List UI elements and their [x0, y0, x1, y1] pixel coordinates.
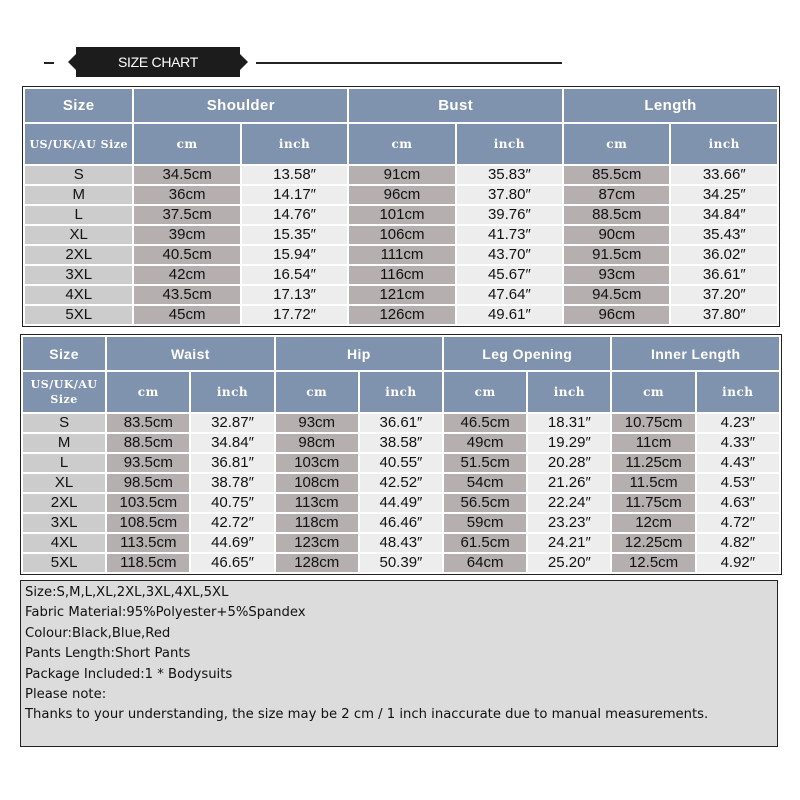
inch-value-cell: 36.61″	[671, 266, 777, 284]
unit-cm: cm	[564, 124, 669, 164]
inch-value-cell: 36.81″	[191, 454, 273, 472]
unit-cm: cm	[349, 124, 454, 164]
inch-value-cell: 4.23″	[697, 414, 779, 432]
cm-value-cell: 108cm	[276, 474, 358, 492]
cm-value-cell: 45cm	[134, 306, 239, 324]
group-header-bust: Bust	[349, 89, 562, 122]
inch-value-cell: 34.84″	[191, 434, 273, 452]
size-row	[23, 414, 779, 432]
cm-value-cell: 106cm	[349, 226, 454, 244]
size-cell: 5XL	[25, 306, 132, 324]
cm-value-cell: 88.5cm	[107, 434, 189, 452]
size-row	[25, 226, 777, 244]
note-sizes: Size:S,M,L,XL,2XL,3XL,4XL,5XL	[25, 585, 229, 600]
inch-value-cell: 4.82″	[697, 534, 779, 552]
inch-value-cell: 46.46″	[360, 514, 442, 532]
unit-inch: inch	[457, 124, 562, 164]
inch-value-cell: 39.76″	[457, 206, 562, 224]
size-row	[23, 554, 779, 572]
size-row	[23, 534, 779, 552]
inch-value-cell: 19.29″	[528, 434, 610, 452]
size-row	[23, 494, 779, 512]
size-cell: L	[23, 454, 105, 472]
cm-value-cell: 90cm	[564, 226, 669, 244]
note-fabric: Fabric Material:95%Polyester+5%Spandex	[25, 605, 306, 621]
cm-value-cell: 11.5cm	[612, 474, 694, 492]
cm-value-cell: 11.75cm	[612, 494, 694, 512]
group-header-leg-opening: Leg Opening	[444, 337, 610, 370]
size-row	[25, 186, 777, 204]
inch-value-cell: 17.72″	[242, 306, 347, 324]
cm-value-cell: 118cm	[276, 514, 358, 532]
cm-value-cell: 11.25cm	[612, 454, 694, 472]
cm-value-cell: 10.75cm	[612, 414, 694, 432]
header-row	[23, 337, 779, 370]
cm-value-cell: 93cm	[276, 414, 358, 432]
cm-value-cell: 61.5cm	[444, 534, 526, 552]
size-cell: 5XL	[23, 554, 105, 572]
unit-cm: cm	[612, 372, 694, 412]
inch-value-cell: 17.13″	[242, 286, 347, 304]
inch-value-cell: 24.21″	[528, 534, 610, 552]
inch-value-cell: 21.26″	[528, 474, 610, 492]
inch-value-cell: 35.43″	[671, 226, 777, 244]
inch-value-cell: 22.24″	[528, 494, 610, 512]
cm-value-cell: 118.5cm	[107, 554, 189, 572]
unit-cm: cm	[107, 372, 189, 412]
inch-value-cell: 15.94″	[242, 246, 347, 264]
cm-value-cell: 88.5cm	[564, 206, 669, 224]
cm-value-cell: 46.5cm	[444, 414, 526, 432]
inch-value-cell: 4.53″	[697, 474, 779, 492]
inch-value-cell: 34.84″	[671, 206, 777, 224]
note-colour: Colour:Black,Blue,Red	[25, 625, 171, 641]
inch-value-cell: 33.66″	[671, 166, 777, 184]
cm-value-cell: 12.25cm	[612, 534, 694, 552]
note-disclaimer: Thanks to your understanding, the size may be 2 cm / 1 inch inaccurate due to manual measurements.	[25, 707, 709, 723]
cm-value-cell: 56.5cm	[444, 494, 526, 512]
banner-title: SIZE CHART	[118, 54, 198, 70]
note-package: Package Included:1 * Bodysuits	[25, 666, 233, 682]
inch-value-cell: 14.76″	[242, 206, 347, 224]
region-size-label: US/UK/AU Size	[23, 372, 105, 412]
cm-value-cell: 64cm	[444, 554, 526, 572]
inch-value-cell: 25.20″	[528, 554, 610, 572]
size-header: Size	[23, 337, 105, 370]
cm-value-cell: 59cm	[444, 514, 526, 532]
inch-value-cell: 20.28″	[528, 454, 610, 472]
banner-rule	[256, 62, 562, 64]
size-cell: 2XL	[23, 494, 105, 512]
inch-value-cell: 37.80″	[671, 306, 777, 324]
inch-value-cell: 13.58″	[242, 166, 347, 184]
inch-value-cell: 46.65″	[191, 554, 273, 572]
size-table-bottom	[20, 334, 782, 575]
size-header: Size	[25, 89, 132, 122]
region-size-label: US/UK/AU Size	[25, 124, 132, 164]
cm-value-cell: 101cm	[349, 206, 454, 224]
size-cell: M	[25, 186, 132, 204]
group-header-shoulder: Shoulder	[134, 89, 347, 122]
inch-value-cell: 35.83″	[457, 166, 562, 184]
cm-value-cell: 12cm	[612, 514, 694, 532]
cm-value-cell: 96cm	[349, 186, 454, 204]
cm-value-cell: 42cm	[134, 266, 239, 284]
unit-row	[23, 372, 779, 412]
size-cell: 4XL	[23, 534, 105, 552]
size-cell: XL	[23, 474, 105, 492]
unit-inch: inch	[528, 372, 610, 412]
size-row	[25, 266, 777, 284]
inch-value-cell: 15.35″	[242, 226, 347, 244]
inch-value-cell: 50.39″	[360, 554, 442, 572]
cm-value-cell: 126cm	[349, 306, 454, 324]
inch-value-cell: 16.54″	[242, 266, 347, 284]
cm-value-cell: 96cm	[564, 306, 669, 324]
inch-value-cell: 4.33″	[697, 434, 779, 452]
cm-value-cell: 34.5cm	[134, 166, 239, 184]
cm-value-cell: 85.5cm	[564, 166, 669, 184]
cm-value-cell: 54cm	[444, 474, 526, 492]
cm-value-cell: 98cm	[276, 434, 358, 452]
unit-inch: inch	[360, 372, 442, 412]
size-cell: 3XL	[25, 266, 132, 284]
cm-value-cell: 51.5cm	[444, 454, 526, 472]
size-cell: 2XL	[25, 246, 132, 264]
inch-value-cell: 18.31″	[528, 414, 610, 432]
product-notes	[20, 580, 778, 747]
cm-value-cell: 121cm	[349, 286, 454, 304]
inch-value-cell: 14.17″	[242, 186, 347, 204]
inch-value-cell: 37.20″	[671, 286, 777, 304]
inch-value-cell: 40.55″	[360, 454, 442, 472]
unit-cm: cm	[444, 372, 526, 412]
size-table-top	[22, 86, 780, 327]
size-cell: S	[23, 414, 105, 432]
cm-value-cell: 40.5cm	[134, 246, 239, 264]
size-row	[25, 306, 777, 324]
group-header-waist: Waist	[107, 337, 273, 370]
size-chart-banner	[40, 42, 580, 82]
inch-value-cell: 47.64″	[457, 286, 562, 304]
size-row	[23, 454, 779, 472]
header-row	[25, 89, 777, 122]
inch-value-cell: 48.43″	[360, 534, 442, 552]
cm-value-cell: 103cm	[276, 454, 358, 472]
note-please-note: Please note:	[25, 686, 107, 702]
inch-value-cell: 36.61″	[360, 414, 442, 432]
inch-value-cell: 4.72″	[697, 514, 779, 532]
inch-value-cell: 38.78″	[191, 474, 273, 492]
cm-value-cell: 93cm	[564, 266, 669, 284]
size-cell: 4XL	[25, 286, 132, 304]
cm-value-cell: 111cm	[349, 246, 454, 264]
unit-inch: inch	[671, 124, 777, 164]
size-row	[23, 514, 779, 532]
cm-value-cell: 91.5cm	[564, 246, 669, 264]
group-header-inner-length: Inner Length	[612, 337, 779, 370]
inch-value-cell: 4.63″	[697, 494, 779, 512]
inch-value-cell: 32.87″	[191, 414, 273, 432]
banner-tag-right-point	[240, 54, 248, 70]
group-header-hip: Hip	[276, 337, 442, 370]
inch-value-cell: 4.43″	[697, 454, 779, 472]
cm-value-cell: 39cm	[134, 226, 239, 244]
unit-inch: inch	[242, 124, 347, 164]
inch-value-cell: 44.49″	[360, 494, 442, 512]
cm-value-cell: 11cm	[612, 434, 694, 452]
inch-value-cell: 42.72″	[191, 514, 273, 532]
cm-value-cell: 93.5cm	[107, 454, 189, 472]
size-cell: L	[25, 206, 132, 224]
inch-value-cell: 44.69″	[191, 534, 273, 552]
inch-value-cell: 43.70″	[457, 246, 562, 264]
cm-value-cell: 37.5cm	[134, 206, 239, 224]
cm-value-cell: 113cm	[276, 494, 358, 512]
size-row	[25, 166, 777, 184]
size-row	[25, 246, 777, 264]
banner-tag-left-point	[68, 54, 76, 70]
cm-value-cell: 103.5cm	[107, 494, 189, 512]
unit-inch: inch	[697, 372, 779, 412]
cm-value-cell: 98.5cm	[107, 474, 189, 492]
cm-value-cell: 108.5cm	[107, 514, 189, 532]
inch-value-cell: 34.25″	[671, 186, 777, 204]
banner-dash	[44, 62, 54, 64]
size-cell: XL	[25, 226, 132, 244]
size-cell: M	[23, 434, 105, 452]
inch-value-cell: 4.92″	[697, 554, 779, 572]
unit-inch: inch	[191, 372, 273, 412]
cm-value-cell: 87cm	[564, 186, 669, 204]
cm-value-cell: 36cm	[134, 186, 239, 204]
size-row	[25, 286, 777, 304]
unit-row	[25, 124, 777, 164]
unit-cm: cm	[276, 372, 358, 412]
banner-tag	[68, 47, 248, 77]
inch-value-cell: 37.80″	[457, 186, 562, 204]
cm-value-cell: 83.5cm	[107, 414, 189, 432]
size-row	[25, 206, 777, 224]
cm-value-cell: 123cm	[276, 534, 358, 552]
inch-value-cell: 23.23″	[528, 514, 610, 532]
size-cell: S	[25, 166, 132, 184]
inch-value-cell: 49.61″	[457, 306, 562, 324]
cm-value-cell: 113.5cm	[107, 534, 189, 552]
cm-value-cell: 94.5cm	[564, 286, 669, 304]
group-header-length: Length	[564, 89, 777, 122]
inch-value-cell: 41.73″	[457, 226, 562, 244]
inch-value-cell: 38.58″	[360, 434, 442, 452]
cm-value-cell: 116cm	[349, 266, 454, 284]
unit-cm: cm	[134, 124, 239, 164]
cm-value-cell: 128cm	[276, 554, 358, 572]
cm-value-cell: 12.5cm	[612, 554, 694, 572]
note-pants-length: Pants Length:Short Pants	[25, 646, 191, 662]
cm-value-cell: 91cm	[349, 166, 454, 184]
cm-value-cell: 43.5cm	[134, 286, 239, 304]
inch-value-cell: 36.02″	[671, 246, 777, 264]
inch-value-cell: 42.52″	[360, 474, 442, 492]
cm-value-cell: 49cm	[444, 434, 526, 452]
inch-value-cell: 45.67″	[457, 266, 562, 284]
size-cell: 3XL	[23, 514, 105, 532]
size-row	[23, 434, 779, 452]
inch-value-cell: 40.75″	[191, 494, 273, 512]
size-row	[23, 474, 779, 492]
